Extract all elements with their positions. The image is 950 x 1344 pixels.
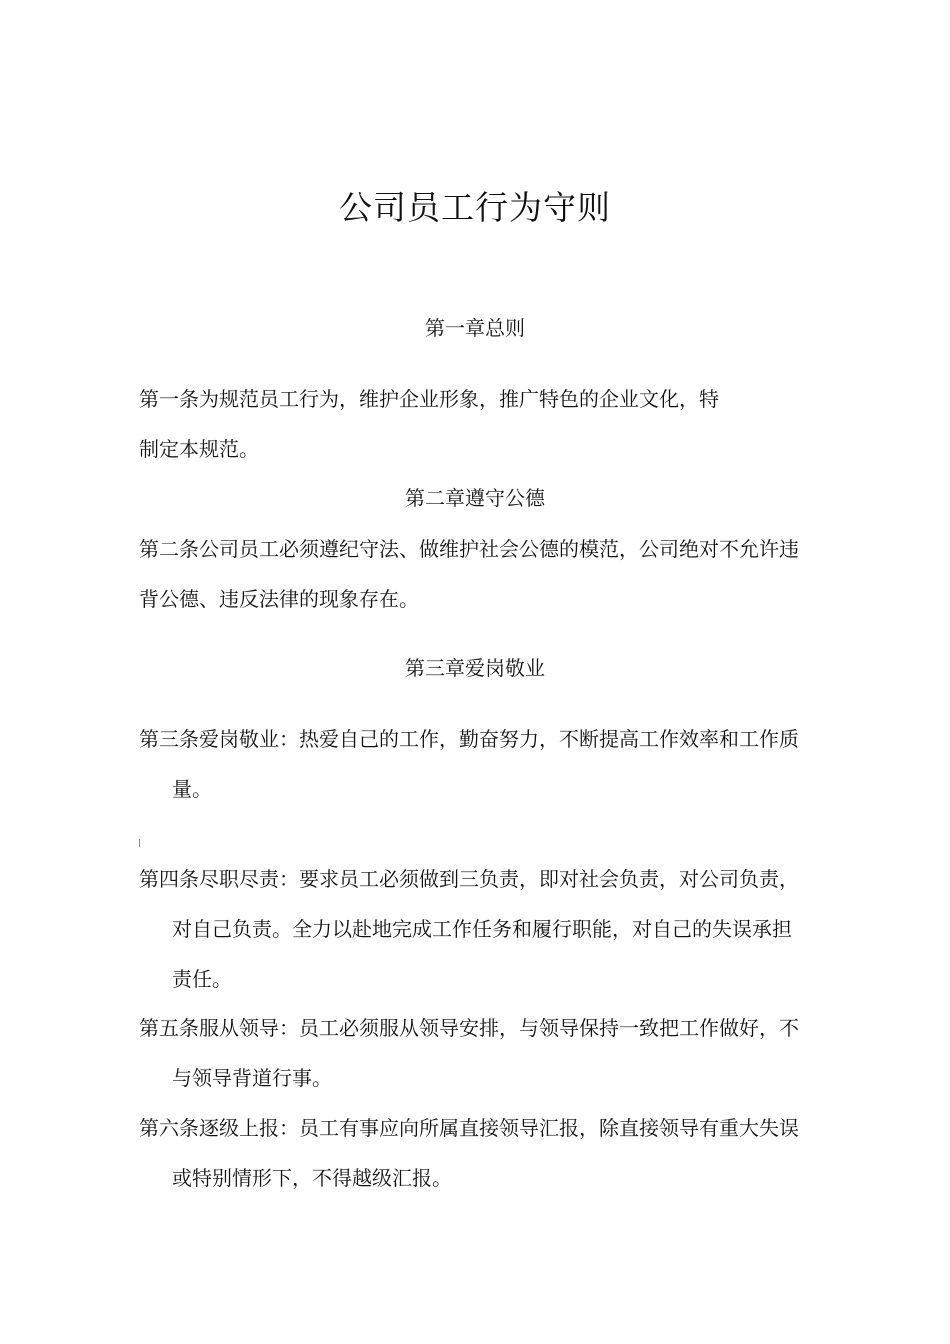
article-4-line-1: 第四条尽职尽责：要求员工必须做到三负责，即对社会负责，对公司负责， [139, 867, 799, 891]
chapter-2-heading: 第二章遵守公德 [405, 486, 545, 510]
chapter-1-heading: 第一章总则 [425, 316, 525, 340]
article-1-line-1: 第一条为规范员工行为，维护企业形象，推广特色的企业文化，特 [139, 387, 719, 411]
article-3-line-2: 量。 [172, 777, 212, 801]
article-6-line-1: 第六条逐级上报：员工有事应向所属直接领导汇报，除直接领导有重大失误 [139, 1116, 799, 1140]
article-6-line-2: 或特别情形下，不得越级汇报。 [172, 1166, 452, 1190]
article-5-line-2: 与领导背道行事。 [172, 1066, 332, 1090]
article-5-line-1: 第五条服从领导：员工必须服从领导安排，与领导保持一致把工作做好，不 [139, 1016, 799, 1040]
article-4-line-2: 对自己负责。全力以赴地完成工作任务和履行职能，对自己的失误承担 [172, 917, 792, 941]
document-title: 公司员工行为守则 [339, 188, 611, 227]
chapter-3-heading: 第三章爱岗敬业 [405, 656, 545, 680]
article-1-line-2: 制定本规范。 [139, 437, 259, 461]
article-2-line-2: 背公德、违反法律的现象存在。 [139, 587, 419, 611]
article-4-line-3: 责任。 [172, 967, 232, 991]
article-3-line-1: 第三条爱岗敬业：热爱自己的工作，勤奋努力，不断提高工作效率和工作质 [139, 727, 799, 751]
article-2-line-1: 第二条公司员工必须遵纪守法、做维护社会公德的模范，公司绝对不允许违 [139, 537, 799, 561]
text-cursor-mark [139, 839, 140, 847]
